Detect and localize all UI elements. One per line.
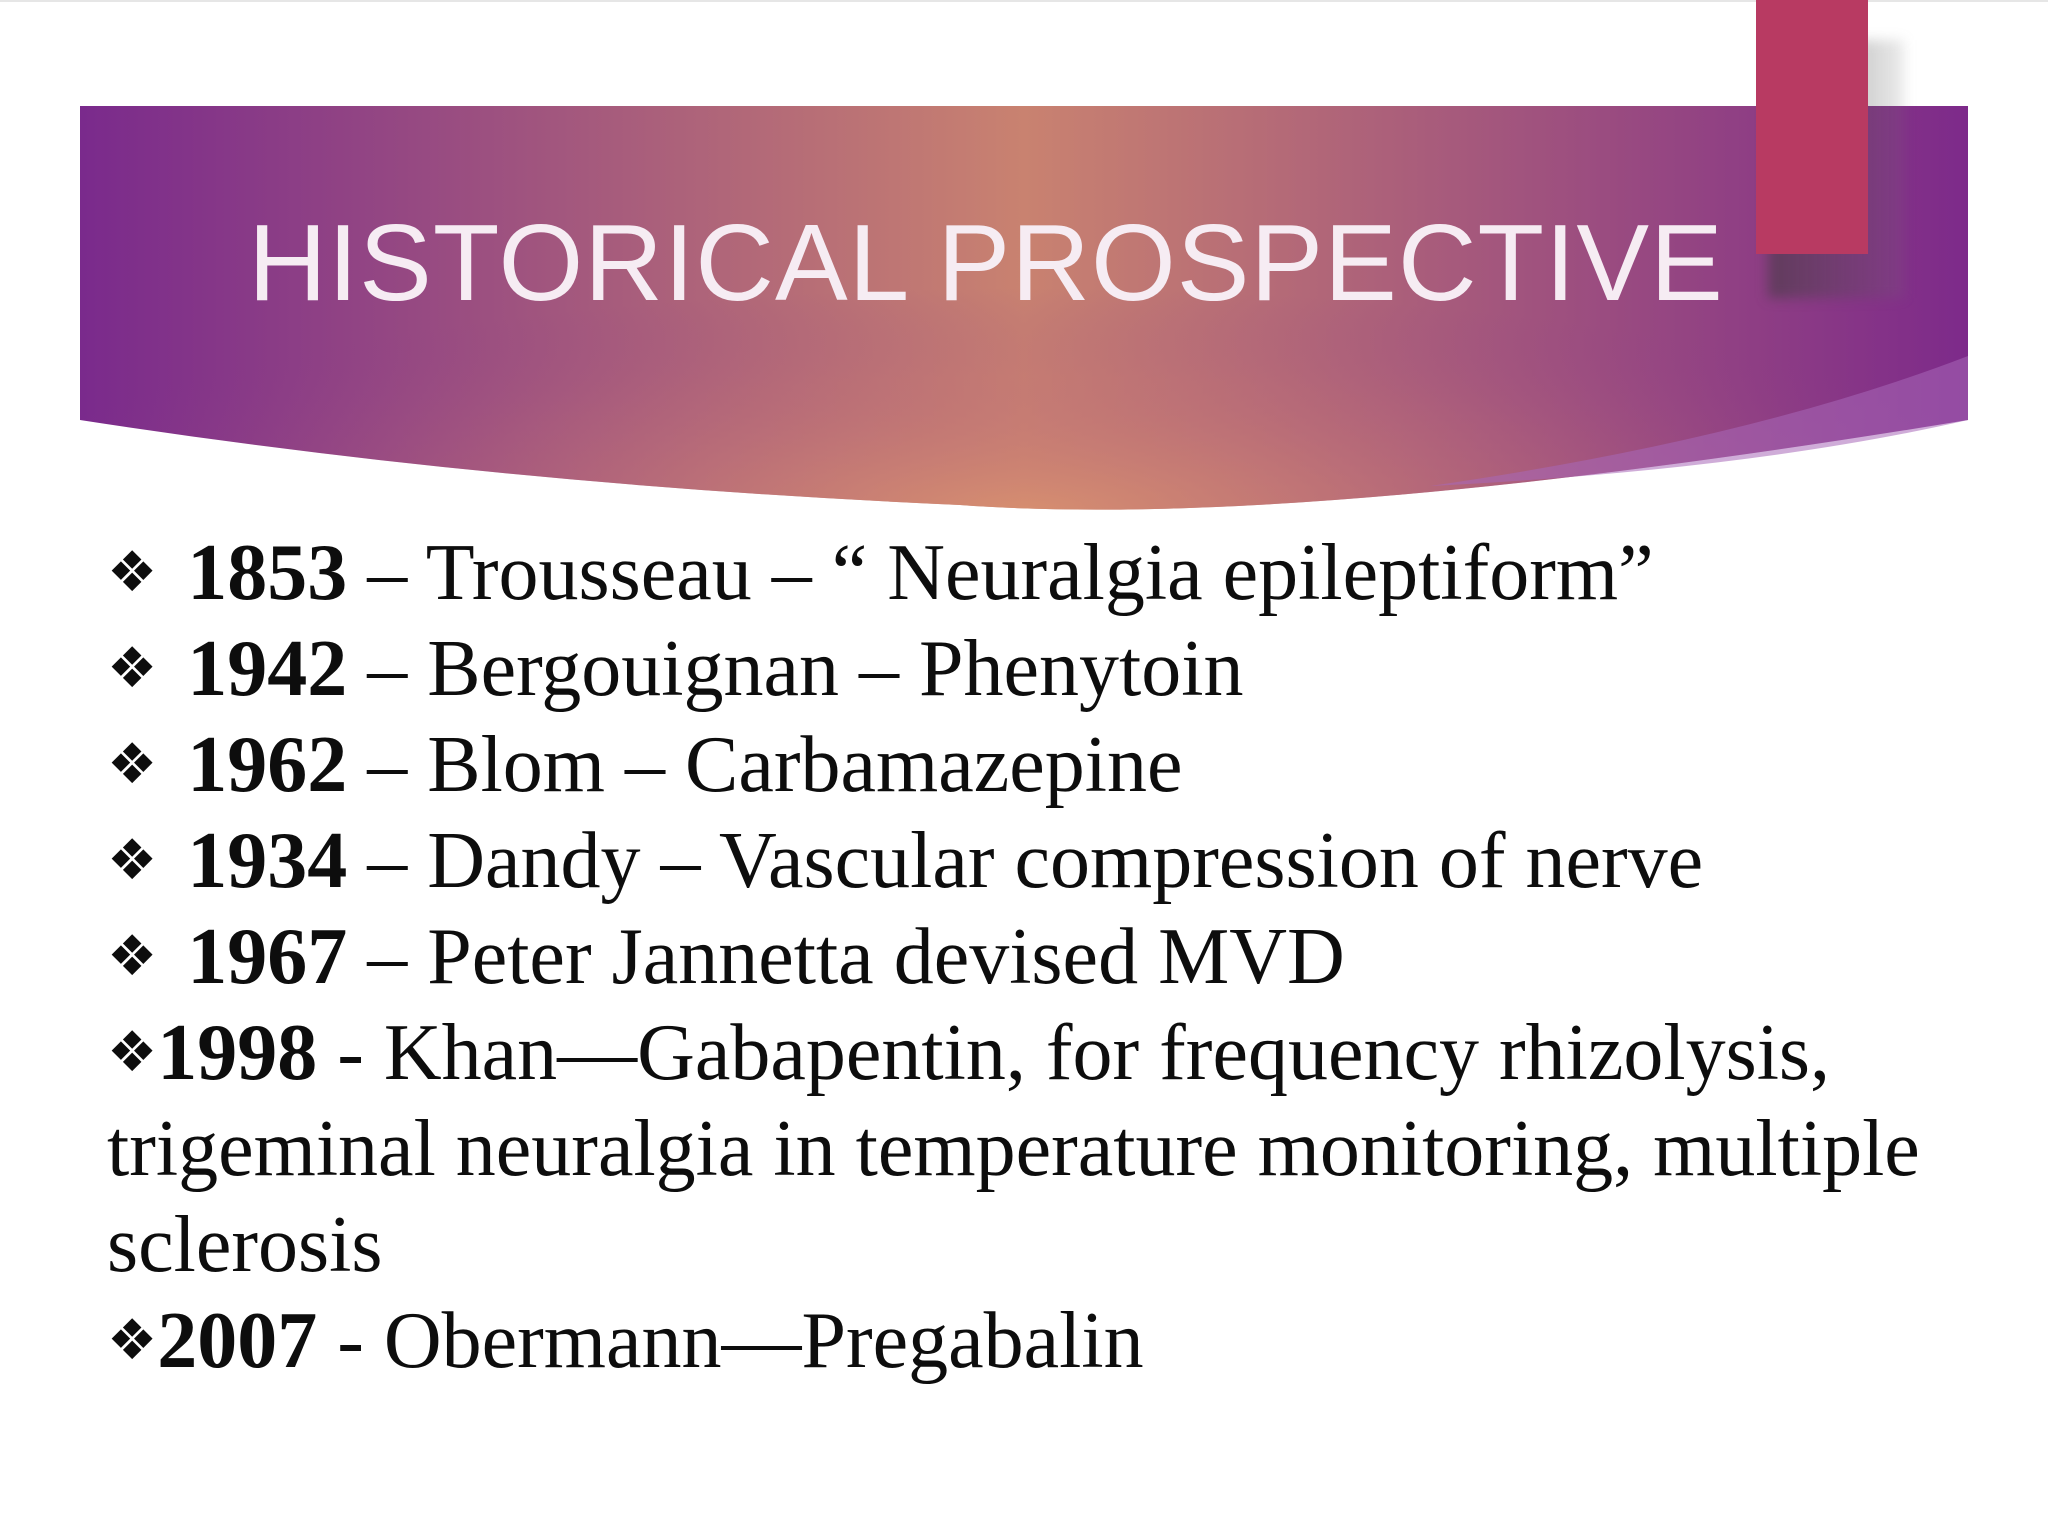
item-year: 1942: [187, 625, 348, 713]
item-year: 2007: [157, 1297, 318, 1385]
item-text: Peter Jannetta devised MVD: [427, 913, 1345, 1001]
item-text: Dandy – Vascular compression of nerve: [427, 817, 1704, 905]
item-text: Khan—Gabapentin, for frequency rhizolysis, trigeminal neuralgia in temperature monitoring, multiple sclerosis: [107, 1009, 1920, 1289]
list-item: [107, 813, 1987, 909]
slide-title: HISTORICAL PROSPECTIVE: [248, 202, 1724, 324]
item-separator: –: [347, 721, 428, 809]
bullet-icon: ❖: [107, 636, 158, 701]
list-item: [107, 1005, 1987, 1293]
list-item: [107, 1293, 1987, 1389]
bullet-icon: ❖: [107, 924, 158, 989]
item-text: Trousseau – “ Neuralgia epileptiform”: [425, 529, 1654, 617]
list-item: [107, 621, 1987, 717]
item-year: 1853: [187, 529, 348, 617]
item-text: Obermann—Pregabalin: [383, 1297, 1144, 1385]
bullet-icon: ❖: [107, 1308, 158, 1373]
item-separator: –: [347, 625, 428, 713]
list-item: [107, 525, 1987, 621]
bullet-icon: ❖: [107, 540, 158, 605]
item-separator: -: [317, 1009, 384, 1097]
item-year: 1934: [187, 817, 348, 905]
item-separator: –: [347, 913, 428, 1001]
bullet-icon: ❖: [107, 732, 158, 797]
item-year: 1962: [187, 721, 348, 809]
timeline-list: [107, 525, 1987, 1389]
list-item: [107, 909, 1987, 1005]
item-year: 1998: [157, 1009, 318, 1097]
item-year: 1967: [187, 913, 348, 1001]
item-separator: -: [317, 1297, 384, 1385]
bullet-icon: ❖: [107, 828, 158, 893]
item-separator: –: [347, 817, 428, 905]
item-text: Blom – Carbamazepine: [427, 721, 1183, 809]
bullet-icon: ❖: [107, 1020, 158, 1085]
item-text: Bergouignan – Phenytoin: [427, 625, 1244, 713]
list-item: [107, 717, 1987, 813]
item-separator: –: [347, 529, 426, 617]
